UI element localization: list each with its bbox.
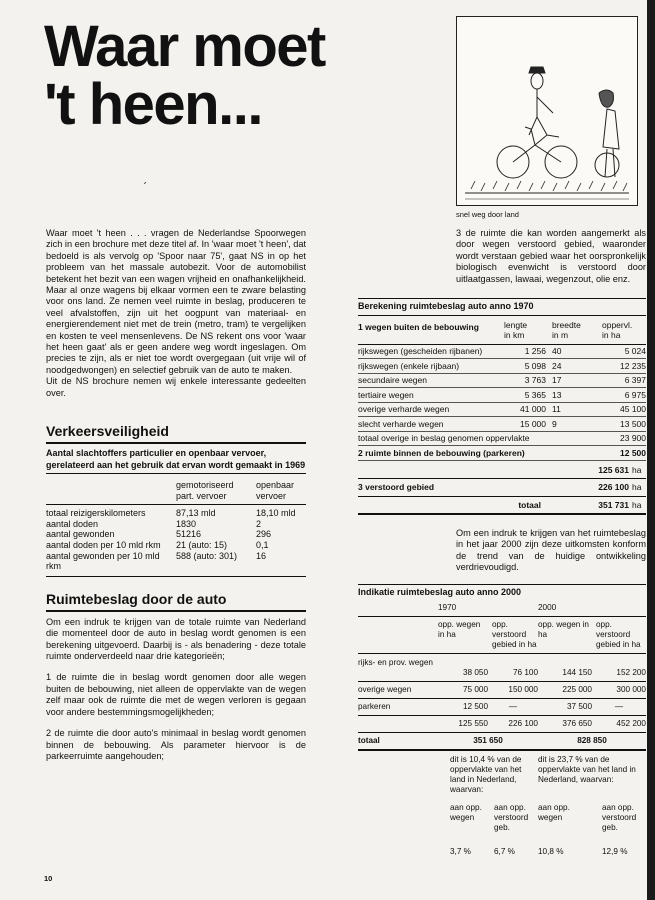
percentage-value: 12,9 %	[602, 846, 628, 856]
column-header: part. vervoer	[176, 490, 227, 501]
row-value: 1 256	[504, 345, 546, 359]
row-value: 5 365	[504, 388, 546, 403]
total-row	[358, 497, 646, 511]
section-heading-space: Ruimtebeslag door de auto	[46, 590, 227, 607]
row-value: 1830	[176, 518, 197, 529]
title-line-1: Waar moet	[44, 14, 325, 79]
row-value: 3 763	[504, 373, 546, 388]
row-value: 37 500	[566, 701, 592, 711]
total-label: totaal	[518, 499, 541, 510]
row-value: 152 200	[616, 667, 646, 677]
column-header: in m	[552, 330, 569, 340]
table-row	[358, 682, 646, 695]
row-value: 45 100	[598, 402, 646, 417]
percentage-note: dit is 23,7 % van de oppervlakte van het land in Nederland, waarvan:	[538, 754, 636, 784]
row-value: 588 (auto: 301)	[176, 550, 238, 561]
row-label: aantal doden per 10 mld rkm	[46, 540, 161, 551]
sub-header: aan opp. wegen	[538, 802, 570, 822]
row-value: 12 500	[598, 446, 646, 461]
title-line-2: 't heen...	[44, 72, 262, 137]
safety-table	[46, 480, 306, 572]
row-value: 21 (auto: 15)	[176, 540, 228, 551]
divider	[46, 610, 306, 612]
row-label: rijks- en prov. wegen	[358, 657, 433, 667]
indication-table-caption: Indikatie ruimtebeslag auto anno 2000	[358, 587, 522, 597]
row-value: 23 900	[598, 431, 646, 446]
row-value: —	[614, 701, 624, 711]
table-row	[46, 551, 306, 572]
table-row	[358, 431, 646, 446]
divider	[46, 576, 306, 577]
year-header: 1970	[438, 602, 457, 612]
space-paragraph-4: 3 de ruimte die kan worden aangemerkt als door wegen verstoord gebied, waaronder wordt verstaan gebied waar het oorspronkelijk biologisch evenwicht is verstoord door uitlaatgassen, lawaai, wegenzout, olie enz.	[456, 228, 646, 284]
column-header: opp. verstoord gebied in ha	[492, 619, 537, 649]
row-value: 2	[256, 518, 262, 529]
total-2000-value: 828 850	[577, 735, 607, 745]
row-label	[358, 716, 438, 729]
table-row	[358, 345, 646, 359]
divider	[358, 315, 646, 316]
row-label: aantal gewonden	[46, 529, 115, 540]
table-row	[358, 417, 646, 432]
intro-paragraph-2: Uit de NS brochure nemen wij enkele interessante gedeelten over.	[46, 376, 306, 398]
page-title	[44, 14, 404, 137]
row-value: 17	[546, 373, 598, 388]
sub-header: aan opp. verstoord geb.	[494, 802, 529, 832]
row-label: 2 ruimte binnen de bebouwing (parkeren)	[358, 446, 598, 461]
space-paragraph-3: 2 de ruimte die door auto's minimaal in beslag wordt genomen binnen de bebouwing. Als parameter hiervoor is de parkeerruimte aangehouden;	[46, 728, 306, 761]
calc-table-caption: Berekening ruimtebeslag auto anno 1970	[358, 301, 534, 311]
intro-paragraph: Waar moet 't heen . . . vragen de Nederlandse Spoorwegen zich in een brochure met deze titel af. In 'waar moet 't heen', dat bedoeld is als vervolg op 'Spoor naar 75', gaat NS in op het probleem van het massale autobezit. Voor de automobilist betekent het bezit van een wagen vrijheid en onafhankelijkheid. Maar al onze wagens bij elkaar vormen een te zware belasting voor ons land. Ze nemen veel ruimte in beslag, produceren te veel afvalstoffen, zijn uit het oogpunt van materiaal- en energierendement niet met de trein (metro, tram) te vergelijken en kosten te veel mensenlevens. De NS rekent ons voor 'waar het heen gaat' als er geen andere weg wordt ingeslagen. Om precies te zijn, als er niet toe wordt overgegaan (uit vrije wil of noodgedwongen) en selectief gebruik van de auto te maken.	[46, 228, 306, 375]
row-value: 76 100	[512, 667, 538, 677]
percentage-row	[358, 833, 646, 857]
row-value: 5 098	[504, 359, 546, 374]
divider	[358, 584, 646, 585]
row-value: —	[508, 701, 518, 711]
divider	[46, 473, 306, 474]
row-value: 144 150	[562, 667, 592, 677]
row-value: 13	[546, 388, 598, 403]
page-number: 10	[44, 874, 53, 883]
table-row	[358, 654, 646, 678]
disturbed-label: 3 verstoord gebied	[358, 482, 435, 492]
column-header: oppervl.	[602, 319, 633, 330]
stray-mark: ˊ	[143, 180, 147, 194]
projection-block	[456, 528, 646, 574]
row-value: 6 975	[598, 388, 646, 403]
row-value: 24	[546, 359, 598, 374]
row-label: aantal gewonden per 10 mld rkm	[46, 550, 160, 572]
year-header: 2000	[538, 602, 557, 612]
sub-header-row	[358, 795, 646, 833]
total-label: totaal	[358, 735, 380, 745]
row-value: 12 235	[598, 359, 646, 374]
safety-table-caption: Aantal slachtoffers particulier en openbaar vervoer, gerelateerd aan het gebruik dat ervan wordt gemaakt in 1969	[46, 448, 306, 470]
table-row	[358, 402, 646, 417]
table-row	[358, 446, 646, 461]
table-row	[46, 529, 306, 540]
column-header: lengte	[504, 319, 528, 330]
row-value: 15 000	[504, 417, 546, 432]
row-label: overige wegen	[358, 684, 412, 694]
column-header: vervoer	[256, 490, 287, 501]
table-row	[358, 699, 646, 712]
table-row	[358, 359, 646, 374]
total-value: 351 731	[598, 499, 629, 510]
indication-table	[358, 603, 646, 857]
row-value: 87,13 mld	[176, 508, 216, 519]
row-value: 9	[546, 417, 598, 432]
right-column-text	[456, 228, 646, 285]
row-value: 5 024	[598, 345, 646, 359]
row-label: rijkswegen (gescheiden rijbanen)	[358, 345, 504, 359]
table-row	[358, 388, 646, 403]
table-row	[46, 505, 306, 519]
row-value: 0,1	[256, 540, 269, 551]
divider	[358, 513, 646, 515]
percentage-value: 10,8 %	[538, 846, 564, 856]
calc-table-block	[358, 298, 646, 515]
table-header-row	[358, 603, 646, 613]
section-heading-safety: Verkeersveiligheid	[46, 423, 169, 440]
subtotal-value: 125 631	[598, 464, 629, 475]
row-value: 38 050	[462, 667, 488, 677]
disturbed-row	[358, 479, 646, 493]
table-header-row	[358, 617, 646, 650]
percentage-note: dit is 10,4 % van de oppervlakte van het land in Nederland, waarvan:	[450, 754, 522, 794]
row-value: 300 000	[616, 684, 646, 694]
projection-paragraph: Om een indruk te krijgen van het ruimtebeslag in het jaar 2000 zijn deze uitkomsten konform de trend van de huidige ontwikkeling verdrievoudigd.	[456, 528, 646, 573]
row-value: 41 000	[504, 402, 546, 417]
row-label: aantal doden	[46, 518, 99, 529]
row-value: 226 100	[508, 718, 538, 728]
row-label: tertiaire wegen	[358, 388, 504, 403]
unit-label: ha	[632, 464, 642, 475]
row-value: 51216	[176, 529, 202, 540]
row-label: rijkswegen (enkele rijbaan)	[358, 359, 504, 374]
table-row	[358, 373, 646, 388]
sub-header: aan opp. wegen	[450, 802, 482, 822]
total-row	[358, 733, 646, 746]
row-value: 150 000	[508, 684, 538, 694]
column-header: openbaar	[256, 480, 295, 491]
column-header: opp. wegen in ha	[438, 619, 481, 639]
percentage-value: 6,7 %	[494, 846, 515, 856]
unit-label: ha	[632, 482, 642, 492]
space-paragraph-2: 1 de ruimte die in beslag wordt genomen door alle wegen buiten de bebouwing, niet alleen de oppervlakte van de wegen zelf maar ook de ruimte die met de wegen verloren is gegaan voor andere bestemmingsmogelijkheden;	[46, 672, 306, 717]
page-edge	[647, 0, 655, 900]
column-header: opp. verstoord gebied in ha	[596, 619, 641, 649]
table-header-row	[358, 320, 646, 341]
row-label: totaal overige in beslag genomen oppervlakte	[358, 431, 598, 446]
subtotal-row	[358, 465, 646, 476]
row-value: 18,10 mld	[256, 508, 296, 519]
row-value: 6 397	[598, 373, 646, 388]
percentage-value: 3,7 %	[450, 846, 471, 856]
sub-header: aan opp. verstoord geb.	[602, 802, 637, 832]
row-label: overige verharde wegen	[358, 402, 504, 417]
cyclist-illustration	[456, 16, 638, 206]
column-header: in km	[504, 330, 525, 340]
column-header: breedte	[552, 319, 581, 330]
row-label: totaal reizigerskilometers	[46, 508, 146, 519]
illustration-caption: snel weg door land	[456, 210, 519, 219]
row-value: 452 200	[616, 718, 646, 728]
row-value: 225 000	[562, 684, 592, 694]
row-value: 376 650	[562, 718, 592, 728]
row-value: 296	[256, 529, 272, 540]
column-header: opp. wegen in ha	[538, 619, 589, 639]
row-value: 16	[256, 550, 267, 561]
calc-summary	[358, 465, 646, 511]
percentage-note-row	[358, 751, 646, 795]
column-header: in ha	[602, 330, 621, 340]
left-column	[46, 228, 306, 762]
calc-table	[358, 320, 646, 461]
row-value: 11	[546, 402, 598, 417]
table-row	[358, 716, 646, 729]
row-label: parkeren	[358, 701, 391, 711]
row-label: secundaire wegen	[358, 373, 504, 388]
table-row	[46, 540, 306, 551]
row-label: slecht verharde wegen	[358, 417, 504, 432]
row-value: 75 000	[462, 684, 488, 694]
disturbed-value: 226 100	[598, 482, 629, 492]
column-header: gemotoriseerd	[176, 480, 234, 491]
total-1970-value: 351 650	[473, 735, 503, 745]
divider	[358, 298, 646, 299]
table-header-row	[46, 480, 306, 501]
space-paragraph-1: Om een indruk te krijgen van de totale ruimte van Nederland die momenteel door de auto in beslag wordt genomen is een berekening uitgevoerd. Daarbij is - als benadering - deze totale ruimte onderverdeeld naar drie kategorieën;	[46, 616, 306, 662]
indication-table-block	[358, 584, 646, 857]
row-value: 125 550	[458, 718, 488, 728]
row-value: 40	[546, 345, 598, 359]
unit-label: ha	[632, 499, 642, 510]
divider	[46, 442, 306, 444]
calc-header-label: 1 wegen buiten de bebouwing	[358, 321, 479, 332]
row-value: 12 500	[462, 701, 488, 711]
table-row	[46, 519, 306, 530]
row-value: 13 500	[598, 417, 646, 432]
